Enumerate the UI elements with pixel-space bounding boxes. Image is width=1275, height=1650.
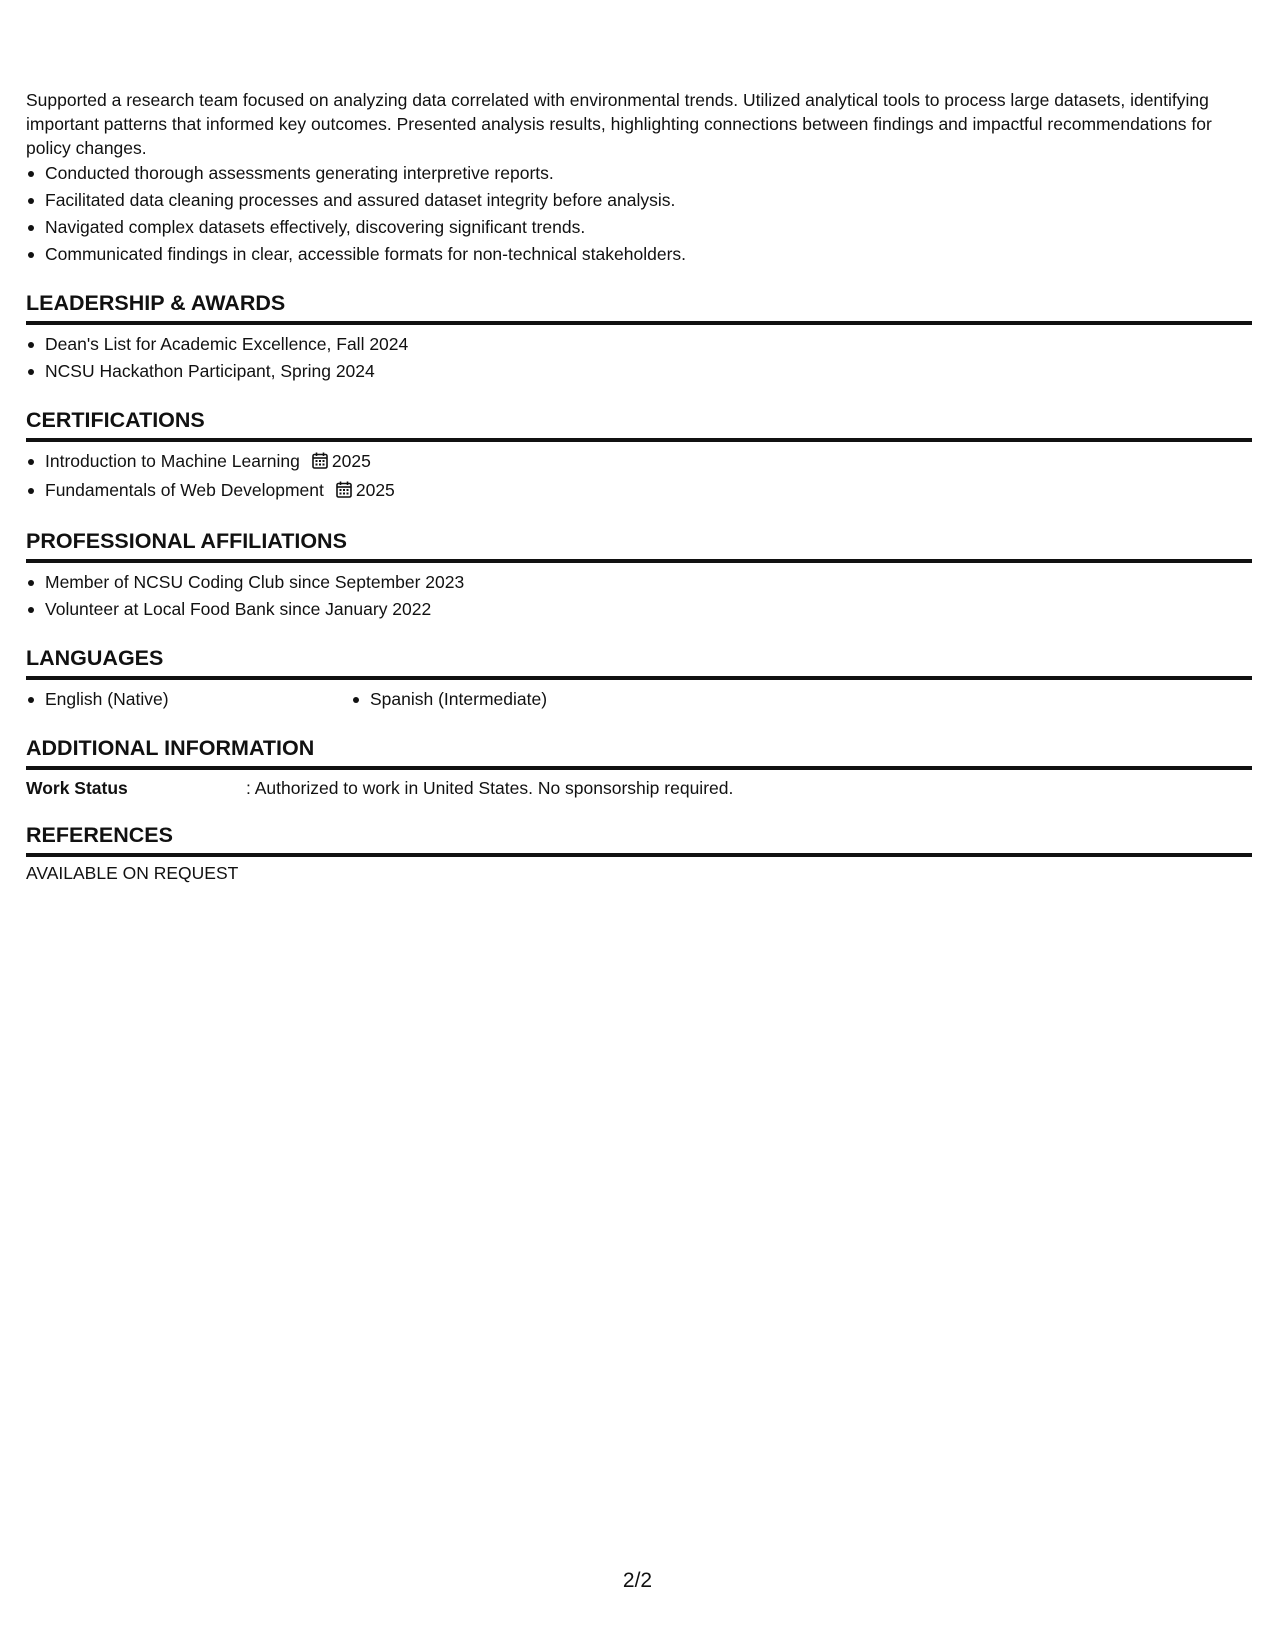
section-title-references: REFERENCES [26, 800, 1252, 857]
list-item: NCSU Hackathon Participant, Spring 2024 [26, 358, 1252, 385]
section-certifications [26, 385, 1252, 506]
work-status-row [26, 776, 1252, 800]
section-additional-information [26, 713, 1252, 800]
section-title-additional-information: ADDITIONAL INFORMATION [26, 713, 1252, 770]
languages-list [26, 686, 1252, 713]
list-item: Communicated findings in clear, accessible formats for non-technical stakeholders. [26, 241, 1252, 268]
certification-item [26, 477, 1252, 506]
section-title-languages: LANGUAGES [26, 623, 1252, 680]
section-title-certifications: CERTIFICATIONS [26, 385, 1252, 442]
page-number: 2/2 [622, 1569, 653, 1592]
certification-year: 2025 [355, 480, 395, 500]
certification-name: Introduction to Machine Learning [45, 451, 300, 471]
language-item: English (Native) [26, 686, 351, 713]
list-item: Member of NCSU Coding Club since September 2023 [26, 569, 1252, 596]
certification-item [26, 448, 1252, 477]
section-title-affiliations: PROFESSIONAL AFFILIATIONS [26, 506, 1252, 563]
resume-page [26, 88, 1252, 885]
section-references [26, 800, 1252, 885]
experience-bullets [26, 160, 1252, 268]
section-languages [26, 623, 1252, 713]
affiliations-list [26, 569, 1252, 623]
work-status-label: Work Status [26, 778, 128, 798]
section-affiliations [26, 506, 1252, 623]
certification-year: 2025 [331, 451, 371, 471]
experience-description: Supported a research team focused on analyzing data correlated with environmental trends. Utilized analytical tools to process large datasets, identifying important patterns that informed key outcomes. Presented analysis results, highlighting connections between findings and impactful recommendations for policy changes. [26, 90, 1212, 158]
list-item: Dean's List for Academic Excellence, Fall 2024 [26, 331, 1252, 358]
list-item: Conducted thorough assessments generating interpretive reports. [26, 160, 1252, 187]
section-title-leadership: LEADERSHIP & AWARDS [26, 268, 1252, 325]
leadership-list [26, 331, 1252, 385]
calendar-icon [336, 479, 352, 506]
work-status-value: : Authorized to work in United States. No sponsorship required. [246, 778, 734, 798]
list-item: Volunteer at Local Food Bank since January 2022 [26, 596, 1252, 623]
list-item: Facilitated data cleaning processes and assured dataset integrity before analysis. [26, 187, 1252, 214]
certification-name: Fundamentals of Web Development [45, 480, 324, 500]
section-leadership [26, 268, 1252, 385]
language-item: Spanish (Intermediate) [351, 686, 676, 713]
certifications-list [26, 448, 1252, 506]
references-text: AVAILABLE ON REQUEST [26, 863, 239, 883]
list-item: Navigated complex datasets effectively, discovering significant trends. [26, 214, 1252, 241]
calendar-icon [312, 450, 328, 477]
